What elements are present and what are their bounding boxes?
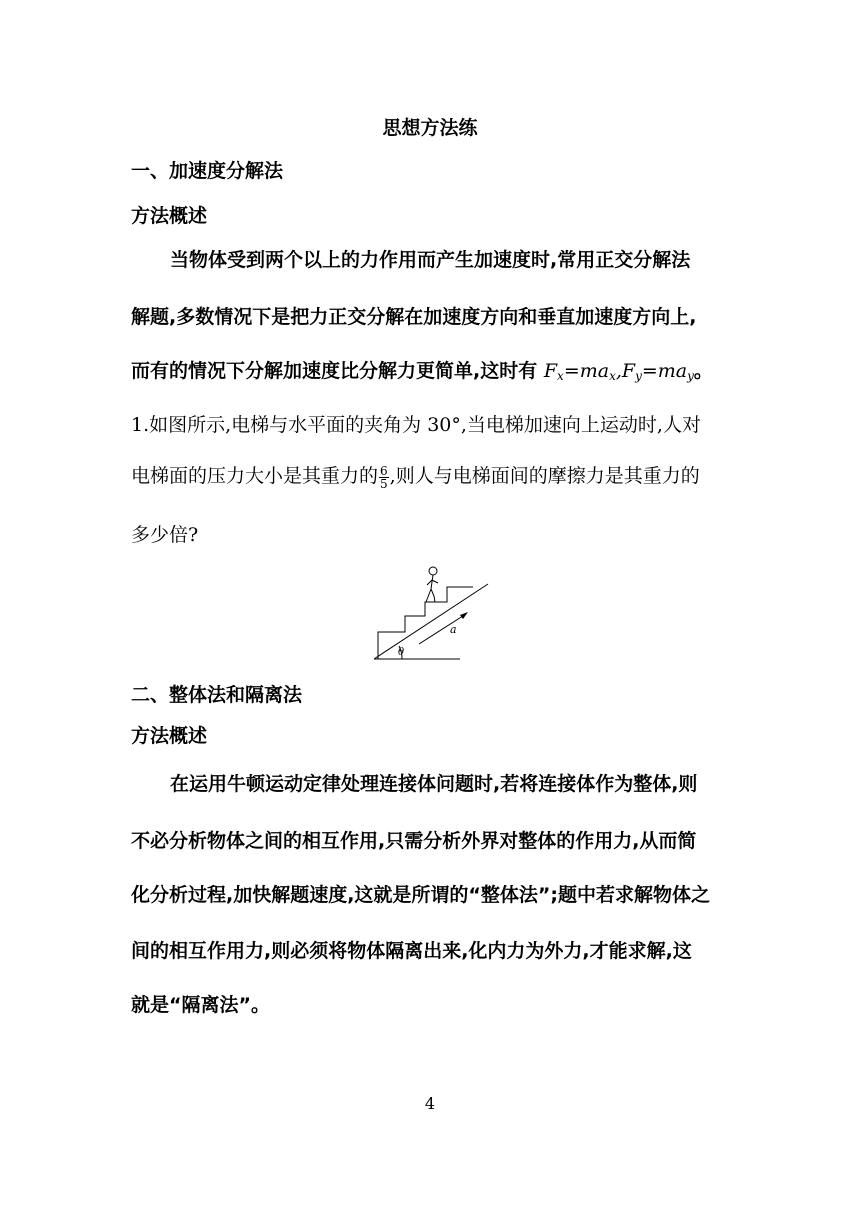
escalator-figure [372, 562, 492, 662]
question1-line-1: 1.如图所示,电梯与水平面的夹角为 30°,当电梯加速向上运动时,人对 [131, 414, 701, 436]
question1-line-2: 电梯面的压力大小是其重力的 $\frac{6}{5}$ ,则人与电梯面间的摩擦力是其重力的 [131, 463, 700, 491]
person-head [429, 567, 437, 575]
incline-line [374, 584, 488, 659]
section2-line-2: 不必分析物体之间的相互作用,只需分析外界对整体的作用力,从而简 [131, 830, 697, 852]
label-a: a [450, 623, 457, 636]
label-theta: θ [398, 647, 405, 658]
question1-line-3: 多少倍? [131, 524, 199, 546]
page-title: 思想方法练 [382, 117, 478, 139]
person-body [426, 575, 438, 602]
stairs [378, 587, 473, 659]
arrow-head [460, 612, 468, 619]
section1-line-1: 当物体受到两个以上的力作用而产生加速度时,常用正交分解法 [170, 249, 691, 271]
section1-heading: 一、加速度分解法 [131, 160, 284, 182]
section1-line-2: 解题,多数情况下是把力正交分解在加速度方向和垂直加速度方向上, [131, 306, 697, 328]
fraction: $\frac{6}{5}$ [380, 463, 388, 491]
section2-line-4: 间的相互作用力,则必须将物体隔离出来,化内力为外力,才能求解,这 [131, 940, 692, 962]
section2-subheading: 方法概述 [131, 725, 208, 747]
formula: $F_x=ma_x,F_y=ma_y$ [543, 360, 694, 383]
page-number: 4 [424, 1094, 436, 1113]
section1-subheading: 方法概述 [131, 205, 208, 227]
section1-line-3: 而有的情况下分解加速度比分解力更简单,这时有 $F_x=ma_x,F_y=ma_y$。 [131, 360, 713, 383]
section2-line-5: 就是“隔离法”。 [131, 994, 270, 1016]
section2-line-3: 化分析过程,加快解题速度,这就是所谓的“整体法”;题中若求解物体之 [131, 884, 711, 906]
section2-line-1: 在运用牛顿运动定律处理连接体问题时,若将连接体作为整体,则 [170, 773, 698, 795]
acceleration-arrow [419, 614, 466, 644]
section2-heading: 二、整体法和隔离法 [131, 684, 303, 706]
escalator-drawing [374, 567, 488, 659]
